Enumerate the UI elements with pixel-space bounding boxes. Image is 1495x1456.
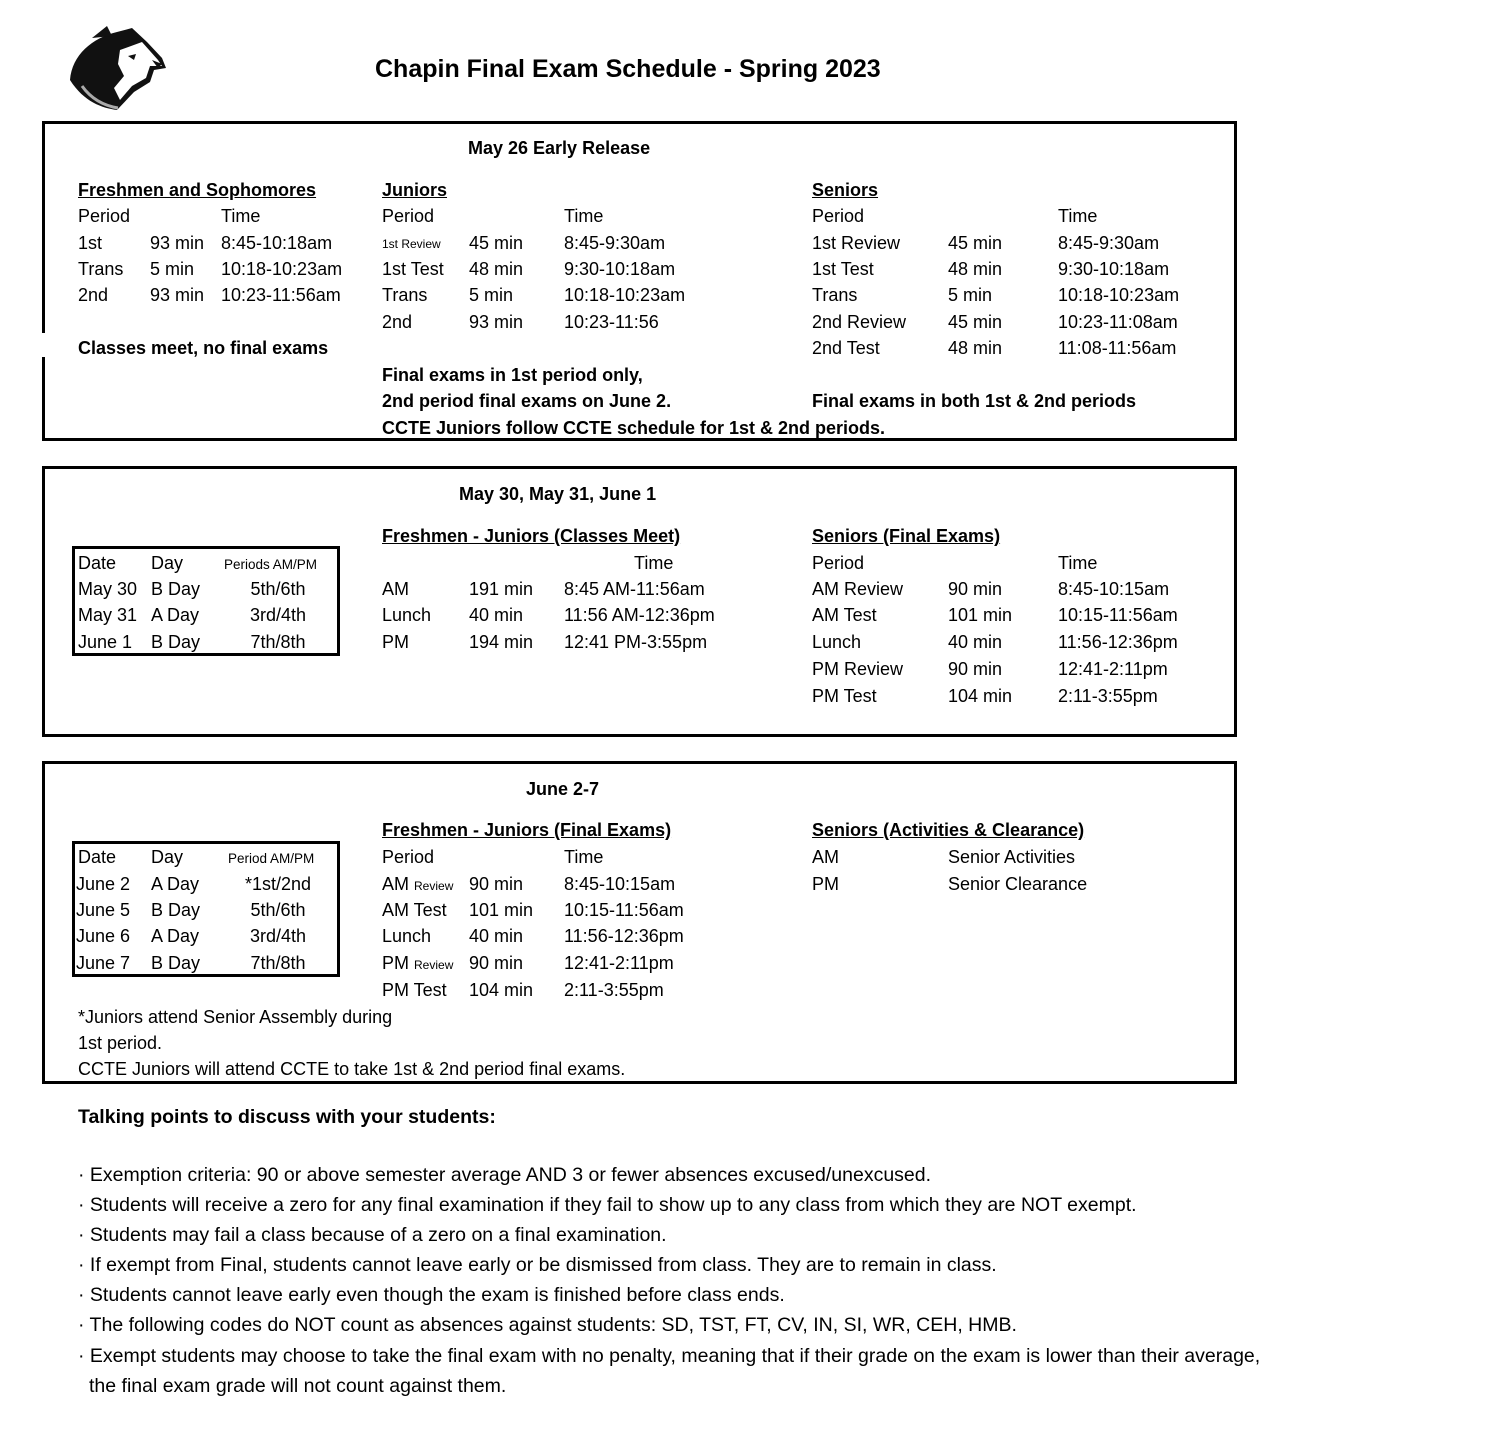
table-cell: AM Test (812, 605, 877, 625)
seniors-col-period: Period (812, 206, 865, 226)
table-cell: Trans (812, 285, 858, 305)
table-cell: B Day (151, 632, 201, 652)
table-cell: 2nd Test (812, 338, 880, 358)
list-item: · Students may fail a class because of a zero on a final examination. (78, 1224, 667, 1246)
s2-juniors-col-time: Time (634, 553, 674, 573)
days-header-date: Date (78, 847, 117, 867)
table-cell: A Day (151, 874, 200, 894)
table-cell: AM (382, 579, 409, 599)
list-item: the final exam grade will not count against them. (89, 1375, 507, 1397)
section2-heading: May 30, May 31, June 1 (459, 484, 657, 504)
table-cell: 10:18-10:23am (1058, 285, 1180, 305)
table-cell: PM (812, 874, 839, 894)
table-cell: 5th/6th (250, 579, 306, 599)
seniors-col-time: Time (1058, 206, 1098, 226)
table-cell: 90 min (469, 874, 524, 894)
frosh-title: Freshmen and Sophomores (78, 180, 317, 200)
table-cell: 5th/6th (250, 900, 306, 920)
table-cell: 101 min (469, 900, 534, 920)
table-cell: 8:45-10:15am (564, 874, 676, 894)
table-cell: Lunch (812, 632, 862, 652)
table-cell: Trans (78, 259, 124, 279)
table-cell: 3rd/4th (249, 605, 307, 625)
table-cell: 1st (78, 233, 103, 253)
table-cell: June 5 (76, 900, 131, 920)
table-cell: 93 min (150, 233, 205, 253)
table-cell: 104 min (948, 686, 1013, 706)
table-cell: B Day (151, 579, 201, 599)
table-cell: 8:45-10:15am (1058, 579, 1170, 599)
table-cell: 5 min (469, 285, 514, 305)
table-cell: 90 min (948, 579, 1003, 599)
section1-heading: May 26 Early Release (468, 138, 651, 158)
table-cell: 90 min (948, 659, 1003, 679)
table-cell: 191 min (469, 579, 534, 599)
table-cell (382, 873, 453, 897)
s3-note: CCTE Juniors will attend CCTE to take 1st & 2nd period final exams. (78, 1059, 626, 1079)
s2-seniors-col-period: Period (812, 553, 865, 573)
table-cell: 12:41 PM-3:55pm (564, 632, 708, 652)
s2-juniors-title: Freshmen - Juniors (Classes Meet) (382, 526, 681, 546)
table-cell: 48 min (469, 259, 524, 279)
frosh-col-time: Time (221, 206, 261, 226)
table-cell: 10:15-11:56am (564, 900, 684, 920)
table-cell: 40 min (469, 926, 524, 946)
table-cell: 2nd (382, 312, 413, 332)
period-sublabel: Review (414, 958, 454, 972)
table-cell: 9:30-10:18am (564, 259, 676, 279)
table-cell: 12:41-2:11pm (564, 953, 674, 973)
list-item: · Exempt students may choose to take the final exam with no penalty, meaning that if their grade on the exam is lower than their average, (78, 1345, 1261, 1367)
juniors-col-time: Time (564, 206, 604, 226)
table-cell: 2nd (78, 285, 109, 305)
table-cell: 10:18-10:23am (564, 285, 686, 305)
table-cell: A Day (151, 605, 200, 625)
juniors-col-period: Period (382, 206, 435, 226)
seniors-title: Seniors (812, 180, 879, 200)
table-cell: Lunch (382, 605, 432, 625)
table-cell: 101 min (948, 605, 1013, 625)
s3-seniors-title: Seniors (Activities & Clearance) (812, 820, 1085, 840)
table-cell: June 6 (76, 926, 131, 946)
period-label: PM (382, 953, 409, 973)
table-cell: 48 min (948, 338, 1003, 358)
table-cell: 11:56 AM-12:36pm (564, 605, 715, 625)
table-cell: 3rd/4th (249, 926, 307, 946)
table-cell: 45 min (469, 233, 524, 253)
table-cell: Lunch (382, 926, 432, 946)
table-cell: PM Test (812, 686, 877, 706)
table-cell: 48 min (948, 259, 1003, 279)
frosh-note: Classes meet, no final exams (78, 338, 329, 358)
period-label: AM (382, 874, 409, 894)
table-cell: A Day (151, 926, 200, 946)
table-cell: 10:23-11:56am (221, 285, 341, 305)
table-cell: 8:45-9:30am (564, 233, 666, 253)
table-cell: 40 min (948, 632, 1003, 652)
table-cell: B Day (151, 953, 201, 973)
juniors-note: 2nd period final exams on June 2. (382, 391, 672, 411)
table-cell: 1st Test (382, 259, 444, 279)
table-cell: 10:23-11:08am (1058, 312, 1178, 332)
days-header-day: Day (151, 847, 184, 867)
s3-note: 1st period. (78, 1033, 163, 1053)
days-header-day: Day (151, 553, 184, 573)
table-cell: 2nd Review (812, 312, 907, 332)
s3-note: *Juniors attend Senior Assembly during (78, 1007, 393, 1027)
table-cell: 11:56-12:36pm (564, 926, 684, 946)
table-cell: 10:18-10:23am (221, 259, 343, 279)
days-header-periods: Period AM/PM (228, 851, 315, 866)
table-cell: 11:56-12:36pm (1058, 632, 1178, 652)
table-cell: 12:41-2:11pm (1058, 659, 1168, 679)
juniors-title: Juniors (382, 180, 448, 200)
table-cell: May 30 (78, 579, 138, 599)
table-cell: 104 min (469, 980, 534, 1000)
table-cell: 1st Review (812, 233, 901, 253)
left-gap-mask (40, 333, 47, 357)
table-cell: B Day (151, 900, 201, 920)
husky-logo (62, 20, 172, 112)
table-cell: May 31 (78, 605, 138, 625)
s3-juniors-title: Freshmen - Juniors (Final Exams) (382, 820, 672, 840)
table-cell: PM Review (812, 659, 904, 679)
table-cell: AM Review (812, 579, 904, 599)
list-item: · The following codes do NOT count as absences against students: SD, TST, FT, CV, IN, SI, WR, CEH, HMB. (78, 1314, 1017, 1336)
table-cell: PM (382, 632, 409, 652)
table-cell: AM Test (382, 900, 447, 920)
table-cell: 8:45 AM-11:56am (564, 579, 705, 599)
table-cell: 45 min (948, 233, 1003, 253)
page-title: Chapin Final Exam Schedule - Spring 2023 (375, 55, 881, 83)
table-cell: 10:23-11:56 (564, 312, 659, 332)
days-header-date: Date (78, 553, 117, 573)
table-cell: Trans (382, 285, 428, 305)
list-item: · Students cannot leave early even though the exam is finished before class ends. (78, 1284, 785, 1306)
table-cell: 8:45-10:18am (221, 233, 333, 253)
table-cell: 10:15-11:56am (1058, 605, 1178, 625)
table-cell: 45 min (948, 312, 1003, 332)
list-item: · Exemption criteria: 90 or above semester average AND 3 or fewer absences excused/unexcused. (78, 1164, 932, 1186)
table-cell: *1st/2nd (244, 874, 312, 894)
table-cell: 2:11-3:55pm (1058, 686, 1158, 706)
table-cell: June 2 (76, 874, 131, 894)
period-sublabel: Review (414, 879, 454, 893)
talking-points-heading: Talking points to discuss with your students: (78, 1106, 496, 1128)
table-cell: 5 min (948, 285, 993, 305)
table-cell: 1st Review (382, 237, 441, 251)
table-cell: 1st Test (812, 259, 874, 279)
table-cell: 5 min (150, 259, 195, 279)
table-cell: June 1 (78, 632, 133, 652)
table-cell (382, 952, 453, 976)
table-cell: 8:45-9:30am (1058, 233, 1160, 253)
table-cell: Senior Activities (948, 847, 1076, 867)
table-cell: 93 min (469, 312, 524, 332)
table-cell: June 7 (76, 953, 131, 973)
s2-seniors-col-time: Time (1058, 553, 1098, 573)
table-cell: 40 min (469, 605, 524, 625)
table-cell: 7th/8th (250, 632, 306, 652)
table-cell: PM Test (382, 980, 447, 1000)
s2-seniors-title: Seniors (Final Exams) (812, 526, 1001, 546)
table-cell: 93 min (150, 285, 205, 305)
s3-juniors-col-time: Time (564, 847, 604, 867)
days-header-periods: Periods AM/PM (224, 557, 318, 572)
frosh-col-period: Period (78, 206, 131, 226)
list-item: · If exempt from Final, students cannot leave early or be dismissed from class. They are to remain in class. (78, 1254, 997, 1276)
s3-juniors-col-period: Period (382, 847, 435, 867)
section3-heading: June 2-7 (526, 779, 600, 799)
table-cell: Senior Clearance (948, 874, 1088, 894)
list-item: · Students will receive a zero for any final examination if they fail to show up to any class from which they are NOT exempt. (78, 1194, 1137, 1216)
seniors-note: Final exams in both 1st & 2nd periods (812, 391, 1137, 411)
table-cell: 7th/8th (250, 953, 306, 973)
table-cell: AM (812, 847, 839, 867)
table-cell: 90 min (469, 953, 524, 973)
juniors-note: CCTE Juniors follow CCTE schedule for 1st & 2nd periods. (382, 418, 886, 438)
juniors-note: Final exams in 1st period only, (382, 365, 643, 385)
table-cell: 9:30-10:18am (1058, 259, 1170, 279)
table-cell: 2:11-3:55pm (564, 980, 664, 1000)
table-cell: 11:08-11:56am (1058, 338, 1177, 358)
table-cell: 194 min (469, 632, 534, 652)
